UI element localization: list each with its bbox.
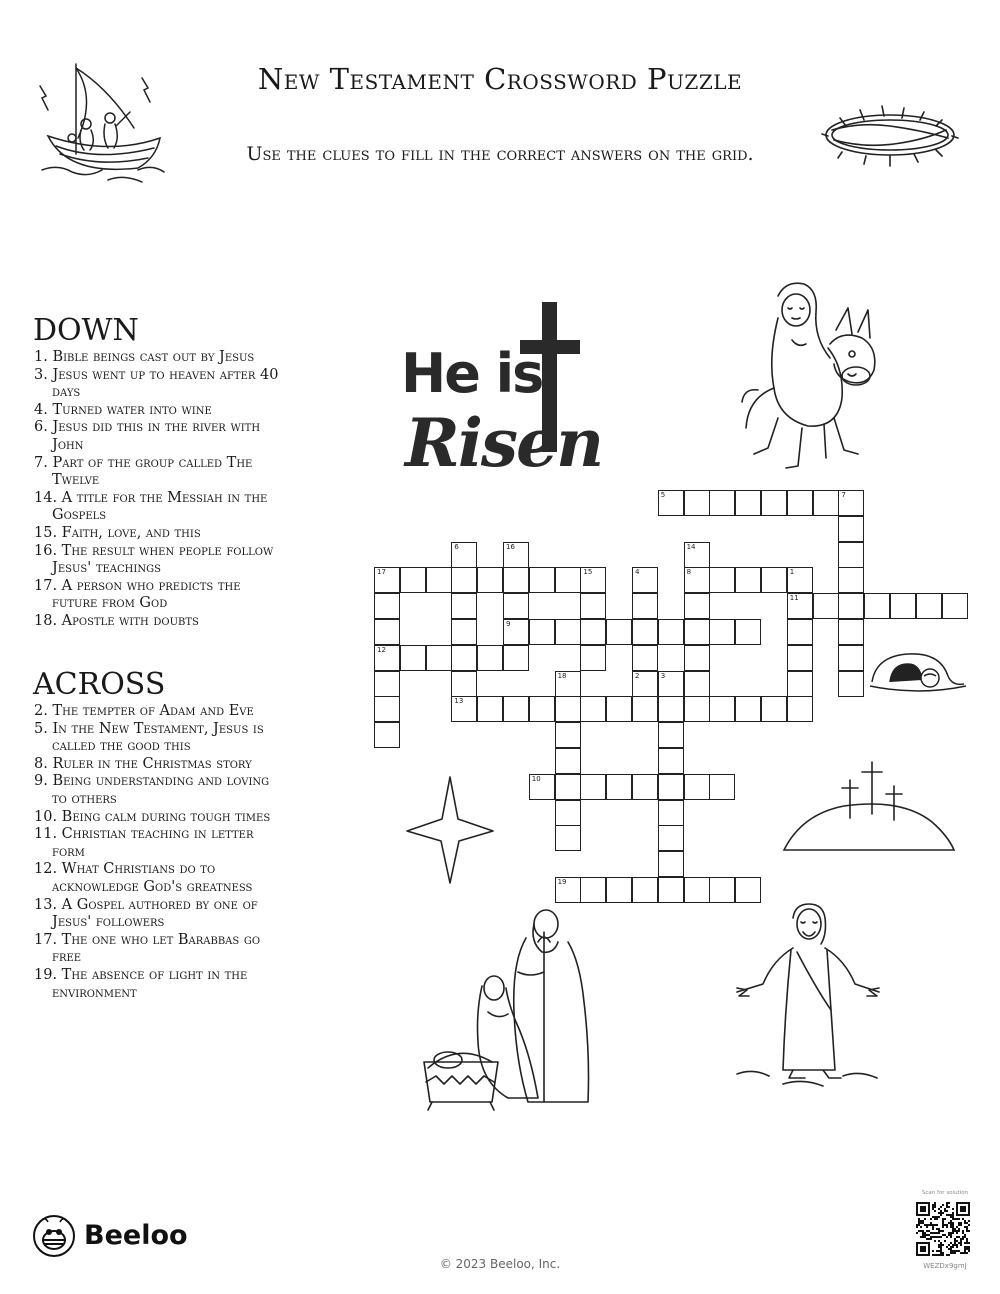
grid-cell[interactable] <box>838 567 864 593</box>
cell-number: 2 <box>635 671 640 680</box>
page-subtitle: Use the clues to fill in the correct answers on the grid. <box>246 143 754 165</box>
star-of-bethlehem-illustration <box>405 775 495 885</box>
cell-number: 4 <box>635 568 640 577</box>
copyright-text: © 2023 Beeloo, Inc. <box>439 1257 561 1271</box>
qr-code-label: WEZDx9gmJ <box>923 1262 967 1270</box>
grid-cell[interactable] <box>838 593 864 619</box>
grid-cell[interactable] <box>658 748 684 774</box>
grid-cell[interactable] <box>606 877 632 903</box>
he-is-risen-banner <box>395 298 640 483</box>
grid-cell[interactable] <box>400 567 426 593</box>
grid-cell[interactable] <box>555 748 581 774</box>
grid-cell[interactable] <box>787 567 813 593</box>
cell-number: 5 <box>660 491 666 499</box>
qr-caption: Scan for solution <box>921 1190 969 1196</box>
across-clue: 13. A Gospel authored by one of Jesus' followers <box>34 896 258 931</box>
grid-cell[interactable] <box>451 593 477 619</box>
grid-cell[interactable] <box>787 490 813 516</box>
cell-number: 19 <box>557 878 567 886</box>
across-clue: 8. Ruler in the Christmas story <box>34 755 252 772</box>
cell-number: 12 <box>377 645 386 654</box>
grid-cell[interactable] <box>761 696 787 722</box>
grid-cell[interactable] <box>529 619 555 645</box>
down-clue: 15. Faith, love, and this <box>34 524 201 541</box>
grid-cell[interactable] <box>580 593 606 619</box>
mary-on-donkey-illustration <box>738 278 883 478</box>
grid-cell[interactable] <box>658 800 684 826</box>
grid-cell[interactable] <box>684 671 710 697</box>
grid-cell[interactable] <box>658 825 684 851</box>
down-clue: 1. Bible beings cast out by Jesus <box>34 349 255 365</box>
cell-number: 1 <box>789 568 795 577</box>
cell-number: 13 <box>454 697 464 706</box>
down-clue: 7. Part of the group called The Twelve <box>34 454 253 489</box>
grid-cell[interactable] <box>503 696 529 722</box>
grid-cell[interactable] <box>632 567 658 593</box>
cell-number: 11 <box>789 594 799 603</box>
grid-cell[interactable] <box>451 567 477 593</box>
grid-cell[interactable] <box>477 567 503 593</box>
across-clue: 9. Being understanding and loving to others <box>34 773 270 807</box>
grid-cell[interactable] <box>374 671 400 697</box>
grid-cell[interactable] <box>555 671 581 697</box>
cell-number: 3 <box>660 671 666 680</box>
grid-cell[interactable] <box>451 645 477 671</box>
grid-cell[interactable] <box>787 593 813 619</box>
grid-cell[interactable] <box>658 490 684 516</box>
banner-line-2: Risen <box>405 404 603 482</box>
grid-cell[interactable] <box>658 619 684 645</box>
brand-name: Beeloo <box>84 1220 188 1251</box>
grid-cell[interactable] <box>503 645 529 671</box>
grid-cell[interactable] <box>735 567 761 593</box>
grid-cell[interactable] <box>838 516 864 542</box>
down-heading: DOWN <box>33 313 139 348</box>
grid-cell[interactable] <box>580 619 606 645</box>
grid-cell[interactable] <box>555 800 581 826</box>
grid-cell[interactable] <box>787 696 813 722</box>
down-clue: 4. Turned water into wine <box>34 401 212 418</box>
across-clue: 19. The absence of light in the environment <box>34 966 248 1001</box>
across-heading: ACROSS <box>33 667 166 702</box>
across-clue: 5. In the New Testament, Jesus is called the good this <box>34 720 264 755</box>
cell-number: 9 <box>506 620 511 628</box>
grid-cell[interactable] <box>529 567 555 593</box>
grid-cell[interactable] <box>658 774 684 800</box>
grid-cell[interactable] <box>555 696 581 722</box>
banner-line-1: He is <box>401 342 543 405</box>
grid-cell[interactable] <box>761 490 787 516</box>
grid-cell[interactable] <box>838 645 864 671</box>
grid-cell[interactable] <box>658 671 684 697</box>
grid-cell[interactable] <box>580 774 606 800</box>
grid-cell[interactable] <box>787 671 813 697</box>
grid-cell[interactable] <box>477 645 503 671</box>
grid-cell[interactable] <box>606 774 632 800</box>
nativity-illustration <box>418 902 593 1112</box>
grid-cell[interactable] <box>709 619 735 645</box>
beeloo-logo-icon <box>32 1214 76 1258</box>
across-clue: 10. Being calm during tough times <box>34 808 271 825</box>
grid-cell[interactable] <box>555 722 581 748</box>
grid-cell[interactable] <box>529 696 555 722</box>
grid-cell[interactable] <box>580 645 606 671</box>
grid-cell[interactable] <box>684 567 710 593</box>
across-clue: 12. What Christians do to acknowledge God's greatness <box>34 861 253 895</box>
jesus-illustration <box>733 900 883 1090</box>
grid-cell[interactable] <box>684 619 710 645</box>
down-clue: 3. Jesus went up to heaven after 40 days <box>34 366 279 401</box>
grid-cell[interactable] <box>864 593 890 619</box>
grid-cell[interactable] <box>838 542 864 568</box>
cell-number: 15 <box>583 568 593 577</box>
cell-number: 18 <box>557 671 567 680</box>
grid-cell[interactable] <box>632 645 658 671</box>
qr-code[interactable] <box>916 1202 970 1256</box>
down-clue: 18. Apostle with doubts <box>34 612 199 629</box>
grid-cell[interactable] <box>606 696 632 722</box>
grid-cell[interactable] <box>503 593 529 619</box>
grid-cell[interactable] <box>838 619 864 645</box>
grid-cell[interactable] <box>580 567 606 593</box>
grid-cell[interactable] <box>632 696 658 722</box>
grid-cell[interactable] <box>916 593 942 619</box>
grid-cell[interactable] <box>684 774 710 800</box>
grid-cell[interactable] <box>813 593 839 619</box>
grid-cell[interactable] <box>735 490 761 516</box>
grid-cell[interactable] <box>555 567 581 593</box>
grid-cell[interactable] <box>709 877 735 903</box>
grid-cell[interactable] <box>632 671 658 697</box>
grid-cell[interactable] <box>503 567 529 593</box>
down-clue: 6. Jesus did this in the river with John <box>34 419 261 453</box>
grid-cell[interactable] <box>761 567 787 593</box>
grid-cell[interactable] <box>709 567 735 593</box>
grid-cell[interactable] <box>684 542 710 568</box>
grid-cell[interactable] <box>632 877 658 903</box>
boat-illustration <box>38 58 168 193</box>
grid-cell[interactable] <box>580 696 606 722</box>
down-clue: 14. A title for the Messiah in the Gospels <box>34 489 268 524</box>
page-title: New Testament Crossword Puzzle <box>257 62 743 96</box>
grid-cell[interactable] <box>555 877 581 903</box>
grid-cell[interactable] <box>374 645 400 671</box>
crown-of-thorns-illustration <box>820 100 960 170</box>
grid-cell[interactable] <box>451 542 477 568</box>
across-clue: 11. Christian teaching in letter form <box>34 826 254 860</box>
across-clue: 2. The tempter of Adam and Eve <box>34 703 254 719</box>
grid-cell[interactable] <box>374 567 400 593</box>
grid-cell[interactable] <box>684 645 710 671</box>
grid-cell[interactable] <box>400 645 426 671</box>
grid-cell[interactable] <box>942 593 968 619</box>
grid-cell[interactable] <box>709 774 735 800</box>
grid-cell[interactable] <box>451 619 477 645</box>
grid-cell[interactable] <box>374 722 400 748</box>
cell-number: 6 <box>454 542 459 551</box>
tomb-illustration <box>868 646 968 694</box>
cell-number: 8 <box>686 568 692 577</box>
grid-cell[interactable] <box>684 877 710 903</box>
grid-cell[interactable] <box>632 774 658 800</box>
grid-cell[interactable] <box>890 593 916 619</box>
across-clue: 17. The one who let Barabbas go free <box>34 931 261 966</box>
grid-cell[interactable] <box>477 696 503 722</box>
grid-cell[interactable] <box>555 774 581 800</box>
grid-cell[interactable] <box>709 696 735 722</box>
grid-cell[interactable] <box>709 490 735 516</box>
grid-cell[interactable] <box>529 774 555 800</box>
grid-cell[interactable] <box>374 619 400 645</box>
grid-cell[interactable] <box>451 671 477 697</box>
grid-cell[interactable] <box>632 619 658 645</box>
cell-number: 7 <box>841 491 846 499</box>
grid-cell[interactable] <box>813 490 839 516</box>
down-clue: 16. The result when people follow Jesus' teachings <box>34 542 274 577</box>
grid-cell[interactable] <box>658 851 684 877</box>
grid-cell[interactable] <box>735 619 761 645</box>
grid-cell[interactable] <box>503 542 529 568</box>
grid-cell[interactable] <box>658 696 684 722</box>
grid-cell[interactable] <box>426 645 452 671</box>
grid-cell[interactable] <box>658 877 684 903</box>
grid-cell[interactable] <box>632 593 658 619</box>
grid-cell[interactable] <box>580 877 606 903</box>
grid-cell[interactable] <box>684 490 710 516</box>
grid-cell[interactable] <box>735 696 761 722</box>
grid-cell[interactable] <box>838 490 864 516</box>
down-clue-list <box>34 349 284 631</box>
grid-cell[interactable] <box>374 593 400 619</box>
grid-cell[interactable] <box>426 567 452 593</box>
grid-cell[interactable] <box>838 671 864 697</box>
grid-cell[interactable] <box>606 619 632 645</box>
grid-cell[interactable] <box>451 696 477 722</box>
across-clue-list <box>34 703 284 1002</box>
cell-number: 17 <box>377 568 386 577</box>
grid-cell[interactable] <box>555 825 581 851</box>
grid-cell[interactable] <box>684 593 710 619</box>
down-clue: 17. A person who predicts the future from God <box>34 577 241 612</box>
cell-number: 14 <box>686 542 696 551</box>
grid-cell[interactable] <box>503 619 529 645</box>
cell-number: 16 <box>506 542 515 551</box>
grid-cell[interactable] <box>374 696 400 722</box>
cell-number: 10 <box>531 774 541 783</box>
grid-cell[interactable] <box>658 722 684 748</box>
three-crosses-illustration <box>782 758 957 858</box>
grid-cell[interactable] <box>787 619 813 645</box>
grid-cell[interactable] <box>555 619 581 645</box>
grid-cell[interactable] <box>684 696 710 722</box>
grid-cell[interactable] <box>787 645 813 671</box>
